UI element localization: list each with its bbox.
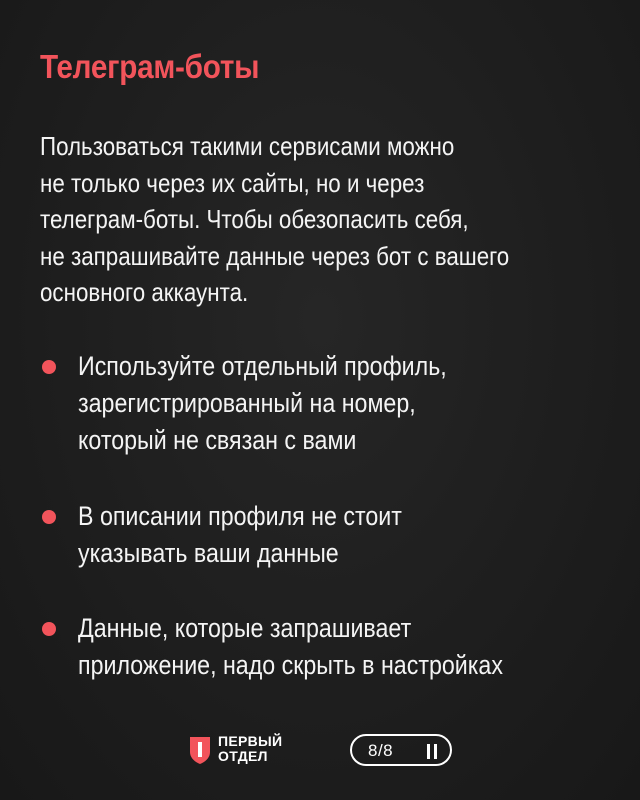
bullet-line: приложение, надо скрыть в настройках [78, 650, 503, 680]
bullet-text [78, 498, 402, 572]
logo-line: ПЕРВЫЙ [218, 733, 283, 749]
slide-pager[interactable] [350, 734, 452, 766]
bullet-line: Используйте отдельный профиль, [78, 351, 447, 381]
intro-line: не запрашивайте данные через бот с вашего [40, 240, 510, 271]
footer [0, 730, 640, 770]
bullet-dot-icon [42, 622, 56, 636]
intro-line: телеграм-боты. Чтобы обезопасить себя, [40, 204, 469, 234]
page-counter: 8/8 [368, 741, 394, 760]
logo [218, 734, 282, 764]
logo-line: ОТДЕЛ [218, 748, 268, 764]
bullet-line: Данные, которые запрашивает [78, 613, 412, 643]
slide-title: Телеграм-боты [40, 48, 260, 85]
bullet-dot-icon [42, 360, 56, 374]
shield-icon [188, 735, 212, 765]
intro-line: не только через их сайты, но и через [40, 167, 425, 198]
pause-icon[interactable] [426, 744, 438, 759]
bullet-text [78, 610, 503, 684]
bullet-line: В описании профиля не стоит [78, 501, 402, 531]
intro-line: Пользоваться такими сервисами можно [40, 131, 455, 161]
bullet-line: зарегистрированный на номер, [78, 388, 416, 418]
bullet-line: указывать ваши данные [78, 538, 339, 568]
intro-paragraph [40, 128, 590, 311]
bullet-dot-icon [42, 510, 56, 524]
bullet-text [78, 348, 447, 459]
bullet-line: который не связан с вами [78, 425, 357, 455]
intro-line: основного аккаунта. [40, 277, 249, 307]
